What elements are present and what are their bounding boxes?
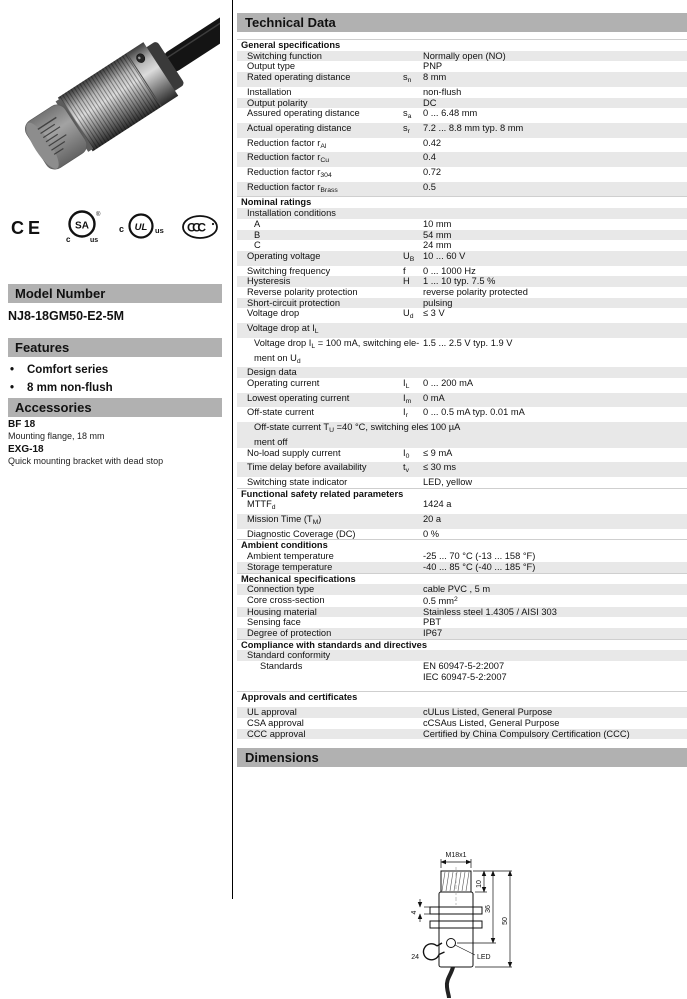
spec-label: $MTTF_d$ bbox=[247, 499, 276, 512]
spec-label: CSA approval bbox=[247, 717, 304, 728]
spec-row bbox=[237, 422, 687, 447]
spec-label: B bbox=[254, 229, 261, 240]
spec-label: Core cross-section bbox=[247, 594, 325, 605]
svg-text:®: ® bbox=[96, 212, 101, 218]
spec-value: 0 mA bbox=[423, 392, 445, 403]
spec-section-header: Mechanical specifications bbox=[237, 573, 687, 585]
spec-row bbox=[237, 208, 687, 219]
spec-label: Installation conditions bbox=[247, 208, 336, 219]
svg-text:us: us bbox=[90, 237, 99, 244]
bullet-icon: • bbox=[10, 364, 15, 376]
spec-value: ≤ 3 V bbox=[423, 308, 445, 319]
right-column bbox=[237, 0, 687, 999]
spec-label: Time delay before availability bbox=[247, 462, 367, 473]
svg-text:UL: UL bbox=[134, 222, 148, 233]
spec-value: PNP bbox=[423, 61, 443, 72]
spec-row bbox=[237, 499, 687, 514]
spec-value: 1.5 ... 2.5 V typ. 1.9 V bbox=[423, 337, 513, 348]
spec-value: 7.2 ... 8.8 mm typ. 8 mm bbox=[423, 122, 524, 133]
left-column bbox=[0, 0, 228, 899]
spec-label: Sensing face bbox=[247, 617, 301, 628]
spec-symbol: H bbox=[403, 276, 410, 287]
spec-label: Storage temperature bbox=[247, 561, 333, 572]
spec-value: EN 60947-5-2:2007 IEC 60947-5-2:2007 bbox=[423, 661, 507, 682]
spec-symbol: $s_n$ bbox=[403, 72, 412, 85]
spec-row bbox=[237, 628, 687, 639]
accessory-code: EXG-18 bbox=[8, 444, 44, 455]
dim-24-label: 24 bbox=[411, 954, 419, 962]
svg-text:c: c bbox=[119, 224, 125, 234]
spec-value: 10 ... 60 V bbox=[423, 250, 466, 261]
spec-row bbox=[237, 61, 687, 72]
spec-section-header: General specifications bbox=[237, 39, 687, 51]
spec-value: 0 ... 0.5 mA typ. 0.01 mA bbox=[423, 407, 525, 418]
spec-row bbox=[237, 287, 687, 298]
spec-value: pulsing bbox=[423, 297, 453, 308]
spec-value: 0.72 bbox=[423, 167, 442, 178]
spec-value: -25 ... 70 °C (-13 ... 158 °F) bbox=[423, 551, 536, 562]
accessory-desc: Mounting flange, 18 mm bbox=[8, 431, 105, 441]
spec-symbol: f bbox=[403, 265, 406, 276]
dim-10-label: 10 bbox=[476, 880, 483, 889]
spec-label: Short-circuit protection bbox=[247, 297, 341, 308]
spec-section-header: Ambient conditions bbox=[237, 539, 687, 551]
spec-label: Hysteresis bbox=[247, 276, 291, 287]
spec-label: Switching state indicator bbox=[247, 476, 348, 487]
dimensions-header: Dimensions bbox=[237, 748, 687, 767]
csa-mark-icon bbox=[62, 208, 104, 246]
spec-symbol: $U_B$ bbox=[403, 250, 415, 263]
spec-row bbox=[237, 167, 687, 182]
spec-value: 20 a bbox=[423, 514, 442, 525]
features-header: Features bbox=[8, 338, 222, 357]
spec-value: reverse polarity protected bbox=[423, 287, 528, 298]
spec-value: 0 ... 6.48 mm bbox=[423, 108, 478, 119]
spec-row bbox=[237, 407, 687, 422]
spec-label: Reduction factor $r_{Al}$ bbox=[247, 137, 327, 150]
spec-row bbox=[237, 617, 687, 628]
spec-label: Actual operating distance bbox=[247, 122, 352, 133]
spec-value: DC bbox=[423, 97, 437, 108]
spec-value: 0.5 $mm^2$ bbox=[423, 595, 458, 606]
spec-symbol: $I_L$ bbox=[403, 377, 410, 390]
spec-value: non-flush bbox=[423, 86, 462, 97]
spec-label: Output type bbox=[247, 61, 296, 72]
spec-row bbox=[237, 266, 687, 277]
spec-value: 1424 a bbox=[423, 499, 452, 510]
cable bbox=[447, 967, 453, 998]
dimension-drawing bbox=[389, 847, 569, 999]
ce-mark-icon bbox=[10, 215, 48, 239]
spec-section-header: Functional safety related parameters bbox=[237, 488, 687, 500]
ccc-mark-icon bbox=[180, 213, 222, 241]
spec-row bbox=[237, 529, 687, 540]
spec-label: Installation bbox=[247, 86, 292, 97]
spec-row bbox=[237, 308, 687, 323]
spec-value: cable PVC , 5 m bbox=[423, 584, 491, 595]
thread-dim-label: M18x1 bbox=[445, 852, 467, 860]
spec-row bbox=[237, 367, 687, 378]
spec-value: -40 ... 85 °C (-40 ... 185 °F) bbox=[423, 561, 536, 572]
spec-value: cCSAus Listed, General Purpose bbox=[423, 717, 560, 728]
spec-label: Reduction factor $r_{Cu}$ bbox=[247, 152, 330, 165]
accessories-header: Accessories bbox=[8, 398, 222, 417]
spec-row bbox=[237, 477, 687, 488]
spec-section-header: Nominal ratings bbox=[237, 196, 687, 208]
spec-value: 0.42 bbox=[423, 137, 442, 148]
svg-text:c: c bbox=[66, 235, 71, 244]
spec-row bbox=[237, 707, 687, 718]
product-photo bbox=[8, 6, 220, 196]
spec-row bbox=[237, 661, 687, 682]
svg-text:us: us bbox=[155, 226, 164, 235]
spec-label: Connection type bbox=[247, 584, 315, 595]
spec-label: Voltage drop $I_L = 100$ mA, switching ele- ment on $U_d$ bbox=[254, 337, 420, 365]
spec-label: CCC approval bbox=[247, 728, 306, 739]
spec-value: Stainless steel 1.4305 / AISI 303 bbox=[423, 606, 557, 617]
spec-label: Switching function bbox=[247, 50, 322, 61]
feature-item: • Comfort series bbox=[10, 364, 109, 376]
spec-value: 24 mm bbox=[423, 240, 452, 251]
spec-label: Rated operating distance bbox=[247, 72, 351, 83]
spec-value: 8 mm bbox=[423, 72, 447, 83]
spec-label: Ambient temperature bbox=[247, 551, 334, 562]
model-number-value: NJ8-18GM50-E2-5M bbox=[8, 309, 125, 323]
spec-symbol: $t_v$ bbox=[403, 462, 409, 475]
spec-label: Operating voltage bbox=[247, 250, 321, 261]
spec-value: 0.5 bbox=[423, 181, 436, 192]
spec-row bbox=[237, 462, 687, 477]
spec-symbol: $s_r$ bbox=[403, 122, 410, 135]
spec-label: Diagnostic Coverage (DC) bbox=[247, 528, 356, 539]
technical-data-header: Technical Data bbox=[237, 13, 687, 32]
spec-label: A bbox=[254, 218, 261, 229]
spec-row bbox=[237, 323, 687, 338]
spec-value: 0 ... 200 mA bbox=[423, 377, 474, 388]
certification-marks bbox=[10, 205, 222, 249]
spec-value: 0 % bbox=[423, 528, 440, 539]
spec-label: Reduction factor $r_{304}$ bbox=[247, 167, 332, 180]
spec-label: Standards bbox=[260, 661, 303, 672]
spec-value: cULus Listed, General Purpose bbox=[423, 707, 553, 718]
spec-symbol: $I_r$ bbox=[403, 407, 408, 420]
spec-label: Voltage drop bbox=[247, 308, 300, 319]
spec-row bbox=[237, 595, 687, 607]
spec-label: Design data bbox=[247, 367, 297, 378]
spec-row bbox=[237, 72, 687, 87]
spec-row bbox=[237, 338, 687, 367]
spec-label: Mission Time $(T_M)$ bbox=[247, 514, 322, 527]
accessory-desc: Quick mounting bracket with dead stop bbox=[8, 456, 164, 466]
dim-50-label: 50 bbox=[502, 917, 509, 926]
bullet-icon: • bbox=[10, 382, 15, 394]
svg-text:SA: SA bbox=[75, 220, 89, 232]
column-divider bbox=[232, 0, 233, 899]
spec-row bbox=[237, 230, 687, 241]
thread-hatching bbox=[442, 872, 469, 891]
led-label: LED bbox=[477, 954, 491, 962]
spec-label: Switching frequency bbox=[247, 265, 331, 276]
spec-row bbox=[237, 182, 687, 197]
dim-4-label: 4 bbox=[411, 910, 418, 915]
spec-row bbox=[237, 562, 687, 573]
hex-nut-1 bbox=[430, 907, 482, 914]
spec-row bbox=[237, 219, 687, 230]
spec-value: 0 ... 1000 Hz bbox=[423, 265, 476, 276]
spec-label: Standard conformity bbox=[247, 650, 331, 661]
spec-value: ≤ 30 ms bbox=[423, 462, 457, 473]
spec-value: Normally open (NO) bbox=[423, 50, 506, 61]
spec-row bbox=[237, 607, 687, 618]
spec-label: Off-state current $T_U =40$ °C, switching ele- ment off bbox=[254, 422, 427, 447]
spec-label: C bbox=[254, 240, 261, 251]
spec-symbol: $I_0$ bbox=[403, 447, 410, 460]
wrench-icon bbox=[423, 943, 444, 960]
spec-symbol: $U_d$ bbox=[403, 308, 414, 321]
spec-row bbox=[237, 152, 687, 167]
spec-value: LED, yellow bbox=[423, 476, 473, 487]
spec-label: Lowest operating current bbox=[247, 392, 350, 403]
spec-value: 54 mm bbox=[423, 229, 452, 240]
spec-label: Voltage drop at $I_L$ bbox=[247, 323, 319, 336]
spec-row bbox=[237, 87, 687, 98]
spec-label: Operating current bbox=[247, 377, 320, 388]
spec-row bbox=[237, 448, 687, 463]
spec-value: ≤ 9 mA bbox=[423, 447, 453, 458]
spec-label: Output polarity bbox=[247, 97, 308, 108]
hex-nut-2 bbox=[430, 921, 482, 928]
spec-symbol: $s_a$ bbox=[403, 108, 412, 121]
accessory-code: BF 18 bbox=[8, 419, 36, 430]
spec-row bbox=[237, 240, 687, 251]
section-gap bbox=[237, 683, 687, 691]
spec-value: Certified by China Compulsory Certification (CCC) bbox=[423, 728, 630, 739]
spec-value: ≤ 100 µA bbox=[423, 422, 461, 433]
spec-label: Housing material bbox=[247, 606, 317, 617]
spec-value: 0.4 bbox=[423, 152, 436, 163]
spec-label: Reduction factor $r_{Brass}$ bbox=[247, 181, 338, 194]
spec-row bbox=[237, 298, 687, 309]
spec-row bbox=[237, 276, 687, 287]
spec-section-header: Compliance with standards and directives bbox=[237, 639, 687, 651]
spec-row bbox=[237, 584, 687, 595]
spec-symbol: $I_m$ bbox=[403, 392, 412, 405]
spec-row bbox=[237, 650, 687, 661]
spec-label: Off-state current bbox=[247, 407, 314, 418]
spec-row bbox=[237, 729, 687, 740]
spec-row bbox=[237, 514, 687, 529]
spec-value: PBT bbox=[423, 617, 442, 628]
spec-label: UL approval bbox=[247, 707, 297, 718]
model-number-header: Model Number bbox=[8, 284, 222, 303]
feature-item: • 8 mm non-flush bbox=[10, 382, 113, 394]
spec-row bbox=[237, 251, 687, 266]
led-indicator bbox=[447, 939, 456, 948]
spec-label: No-load supply current bbox=[247, 447, 341, 458]
spec-row bbox=[237, 108, 687, 123]
svg-text:CCC: CCC bbox=[187, 220, 203, 235]
spec-section-header: Approvals and certificates bbox=[237, 691, 687, 703]
spec-row bbox=[237, 51, 687, 62]
spec-label: Reverse polarity protection bbox=[247, 287, 358, 298]
spec-value: 10 mm bbox=[423, 218, 452, 229]
spec-row bbox=[237, 98, 687, 109]
spec-row bbox=[237, 138, 687, 153]
spec-label: Degree of protection bbox=[247, 628, 332, 639]
svg-text:CE: CE bbox=[11, 218, 45, 238]
ul-mark-icon bbox=[118, 212, 166, 242]
spec-row bbox=[237, 718, 687, 729]
spec-value: 1 ... 10 typ. 7.5 % bbox=[423, 276, 496, 287]
technical-data-table bbox=[237, 39, 687, 739]
spec-label: Assured operating distance bbox=[247, 108, 360, 119]
spec-row bbox=[237, 551, 687, 562]
spec-row bbox=[237, 393, 687, 408]
dim-36-label: 36 bbox=[485, 905, 492, 914]
spec-row bbox=[237, 123, 687, 138]
sensor-body-group bbox=[18, 6, 220, 177]
spec-value: IP67 bbox=[423, 628, 443, 639]
spec-row bbox=[237, 378, 687, 393]
